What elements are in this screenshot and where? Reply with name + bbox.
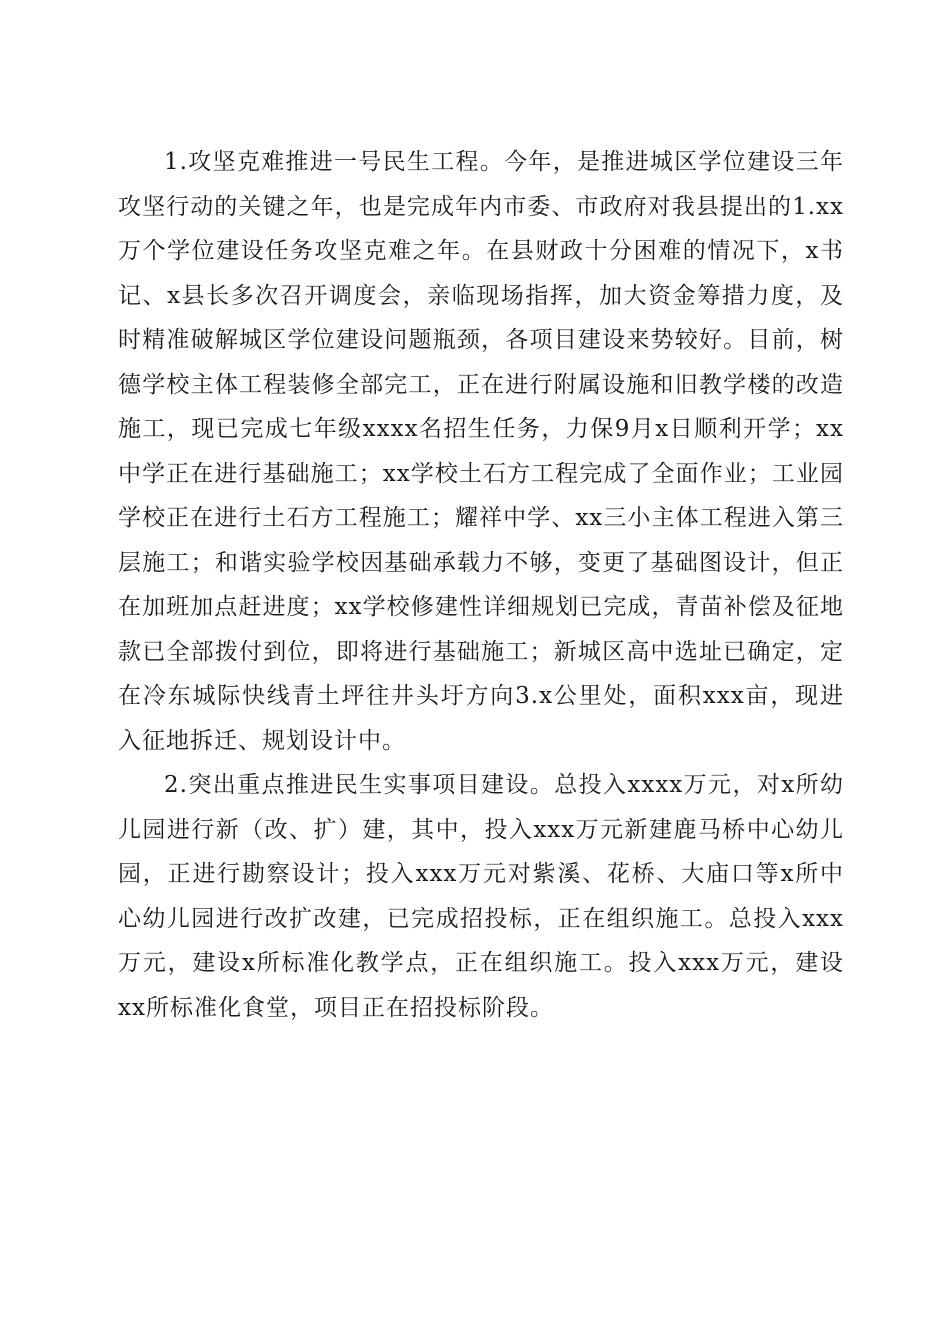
paragraph-2: 2.突出重点推进民生实事项目建设。总投入xxxx万元，对x所幼儿园进行新（改、扩）建，其中，投入xxx万元新建鹿马桥中心幼儿园，正进行勘察设计；投入xxx万元对紫溪、花桥、大庙口等x所中心幼儿园进行改扩改建，已完成招投标，正在组织施工。总投入xxx万元，建设x所标准化教学点，正在组织施工。投入xxx万元，建设xx所标准化食堂，项目正在招投标阶段。 xyxy=(118,772,844,1021)
paragraph-1: 1.攻坚克难推进一号民生工程。今年，是推进城区学位建设三年攻坚行动的关键之年，也是完成年内市委、市政府对我县提出的1.xx万个学位建设任务攻坚克难之年。在县财政十分困难的情况下，x书记、x县长多次召开调度会，亲临现场指挥，加大资金筹措力度，及时精准破解城区学位建设问题瓶颈，各项目建设来势较好。目前，树德学校主体工程装修全部完工，正在进行附属设施和旧教学楼的改造施工，现已完成七年级xxxx名招生任务，力保9月x日顺利开学；xx中学正在进行基础施工；xx学校土石方工程完成了全面作业；工业园学校正在进行土石方工程施工；耀祥中学、xx三小主体工程进入第三层施工；和谐实验学校因基础承载力不够，变更了基础图设计，但正在加班加点赶进度；xx学校修建性详细规划已完成，青苗补偿及征地款已全部拨付到位，即将进行基础施工；新城区高中选址已确定，定在冷东城际快线青土坪往井头圩方向3.x公里处，面积xxx亩，现进入征地拆迁、规划设计中。 xyxy=(118,149,844,754)
document-body xyxy=(118,140,844,1030)
